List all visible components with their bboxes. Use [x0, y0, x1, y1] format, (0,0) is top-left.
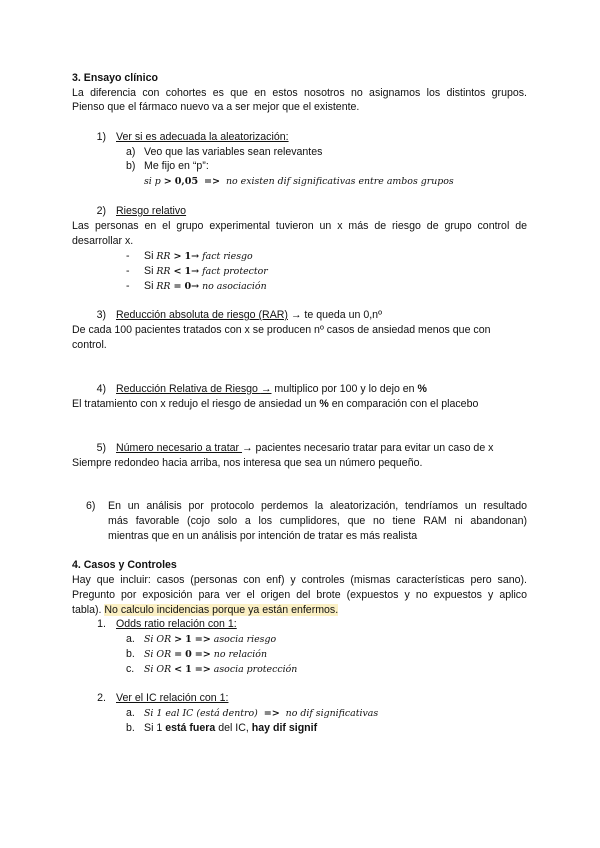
sub-label: a.: [126, 633, 135, 645]
sub-text: Me fijo en “p”:: [144, 160, 209, 172]
section-4-title: 4. Casos y Controles: [72, 559, 177, 571]
sec3-item2: [86, 205, 186, 218]
item-title: Riesgo relativo: [116, 205, 187, 217]
sub-label: b.: [126, 722, 135, 734]
sub-si: Si OR: [144, 649, 172, 660]
sec3-intro-line1: La diferencia con cohortes es que en estos nosotros no asignamos los distintos grupos.: [72, 87, 527, 99]
bullet-si: Si: [144, 265, 154, 277]
bullet-dash: -: [126, 280, 130, 292]
sec3-item5: [86, 442, 493, 455]
item-rest: multiplico por 100 y lo dejo en: [271, 383, 418, 395]
bullet-op: <: [173, 266, 182, 277]
sub-label: a): [126, 146, 136, 158]
sub-arrow: =>: [263, 708, 280, 719]
bullet-arrow: →: [191, 266, 200, 277]
sec3-intro-line2: Pienso que el fármaco nuevo va a ser mejor que el existente.: [72, 101, 360, 113]
bullet-val: 1: [184, 266, 192, 277]
sub-label: c.: [126, 663, 135, 675]
formula-post: no existen dif significativas entre ambos grupos: [225, 176, 454, 187]
item-title: Ver si es adecuada la aleatorización:: [116, 131, 289, 143]
sub-bold: está fuera: [165, 722, 216, 734]
sub-label: b): [126, 160, 136, 172]
sec3-item2-p1: Las personas en el grupo experimental tuvieron un x más de riesgo de grupo control de: [72, 220, 527, 232]
sub-res: no dif significativas: [285, 708, 379, 719]
sub-val: 0: [185, 649, 192, 660]
sec3-item6-l3: mientras que en un análisis por intención de tratar es más realista: [108, 530, 418, 542]
list-number: 2.: [97, 692, 106, 704]
section-3-title: 3. Ensayo clínico: [72, 72, 158, 84]
bullet-op: =: [173, 281, 182, 292]
sec4-p2: Pregunto por exposición para ver el origen del brote (expuestos y no expuestos y aplico: [72, 589, 527, 601]
sec3-item6-num: 6): [86, 500, 96, 512]
rr-bullet: [126, 265, 268, 278]
sec3-item2-p2: desarrollar x.: [72, 235, 134, 247]
sec4-p3: [72, 604, 338, 617]
sub-label: b.: [126, 648, 135, 660]
rr-bullet: [126, 280, 267, 293]
ic-sub-a: [126, 707, 378, 720]
sec3-item1-a: [126, 146, 322, 159]
bullet-rr: RR: [156, 251, 171, 262]
sec4-p1: Hay que incluir: casos (personas con enf) y controles (mismas características pero sano).: [72, 574, 527, 586]
list-number: 2): [96, 205, 106, 217]
sub-si: Si OR: [144, 634, 172, 645]
item-title: Ver el IC relación con 1:: [116, 692, 229, 704]
formula-op: >: [163, 176, 172, 187]
sec3-item6-l2: más favorable (cojo solo a los cumplidores, que no tiene RAM ni abandonan): [108, 515, 527, 527]
sec3-item3-p1: De cada 100 pacientes tratados con x se producen nº casos de ansiedad menos que con: [72, 324, 491, 336]
sec3-item4: [86, 383, 427, 396]
sec3-item1-formula: [144, 175, 454, 188]
item-title: Reducción absoluta de riesgo (RAR): [116, 309, 288, 321]
sub-arrow: =>: [194, 649, 211, 660]
list-number: 1): [96, 131, 106, 143]
p-text: tabla).: [72, 604, 105, 616]
sub-res: asocia riesgo: [213, 634, 277, 645]
sub-op: =: [174, 649, 183, 660]
bullet-rr: RR: [156, 281, 171, 292]
item-rest: → te queda un 0,nº: [287, 309, 382, 321]
bullet-si: Si: [144, 250, 154, 262]
list-number: 1.: [97, 618, 106, 630]
list-number: 5): [96, 442, 106, 454]
sub-op: <: [174, 664, 183, 675]
item-pct: %: [417, 383, 427, 395]
bullet-res: no asociación: [202, 281, 267, 292]
list-number: 3): [96, 309, 106, 321]
sub-si: Si OR: [144, 664, 172, 675]
bullet-res: fact protector: [202, 266, 268, 277]
bullet-op: >: [173, 251, 182, 262]
bullet-rr: RR: [156, 266, 171, 277]
sec3-item3-p2: control.: [72, 339, 107, 351]
sub-label: a.: [126, 707, 135, 719]
sub-res: no relación: [213, 649, 267, 660]
sub-val: 1: [185, 634, 192, 645]
p-text: El tratamiento con x redujo el riesgo de ansiedad un: [72, 398, 320, 410]
sec4-item1: [86, 618, 237, 631]
bullet-val: 1: [184, 251, 192, 262]
bullet-si: Si: [144, 280, 154, 292]
sub-formula: Si 1 eal IC (está dentro): [144, 708, 258, 719]
sec3-item1: [86, 131, 289, 144]
item-title: Odds ratio relación con 1:: [116, 618, 237, 630]
bullet-dash: -: [126, 265, 130, 277]
sec4-item2: [86, 692, 228, 705]
or-sub: [126, 648, 267, 661]
or-sub: [126, 663, 297, 676]
item-title: Número necesario a tratar: [116, 442, 243, 454]
bullet-res: fact riesgo: [202, 251, 253, 262]
or-sub: [126, 633, 276, 646]
bullet-arrow: →: [191, 251, 200, 262]
sec3-item3: [86, 309, 382, 322]
sub-bold: hay dif signif: [251, 722, 318, 734]
ic-sub-b: [126, 722, 317, 735]
sec3-item1-b: [126, 160, 209, 173]
sub-text: Veo que las variables sean relevantes: [144, 146, 323, 158]
item-rest: → pacientes necesario tratar para evitar un caso de x: [242, 442, 494, 454]
sub-res: asocia protección: [213, 664, 298, 675]
sec3-item4-p1: [72, 398, 478, 411]
sec3-item5-p1: Siempre redondeo hacia arriba, nos interesa que sea un número pequeño.: [72, 457, 423, 469]
formula-pre: si p: [144, 176, 161, 187]
p-text: en comparación con el placebo: [328, 398, 479, 410]
sub-val: 1: [185, 664, 192, 675]
bullet-dash: -: [126, 250, 130, 262]
highlighted-text: No calculo incidencias porque ya están enfermos.: [104, 604, 339, 616]
list-number: 4): [96, 383, 106, 395]
sec3-item6-l1: En un análisis por protocolo perdemos la aleatorización, tendríamos un resultado: [108, 500, 527, 512]
sub-text: del IC,: [215, 722, 252, 734]
sub-text: Si 1: [144, 722, 166, 734]
bullet-arrow: →: [191, 281, 200, 292]
formula-arrow: =>: [204, 176, 221, 187]
sub-op: >: [174, 634, 183, 645]
sub-arrow: =>: [194, 664, 211, 675]
sub-arrow: =>: [194, 634, 211, 645]
item-title: Reducción Relativa de Riesgo: [116, 383, 261, 395]
p-pct: %: [319, 398, 329, 410]
bullet-val: 0: [184, 281, 192, 292]
rr-bullet: [126, 250, 253, 263]
item-arrow: →: [260, 383, 272, 395]
formula-val: 0,05: [174, 176, 199, 187]
